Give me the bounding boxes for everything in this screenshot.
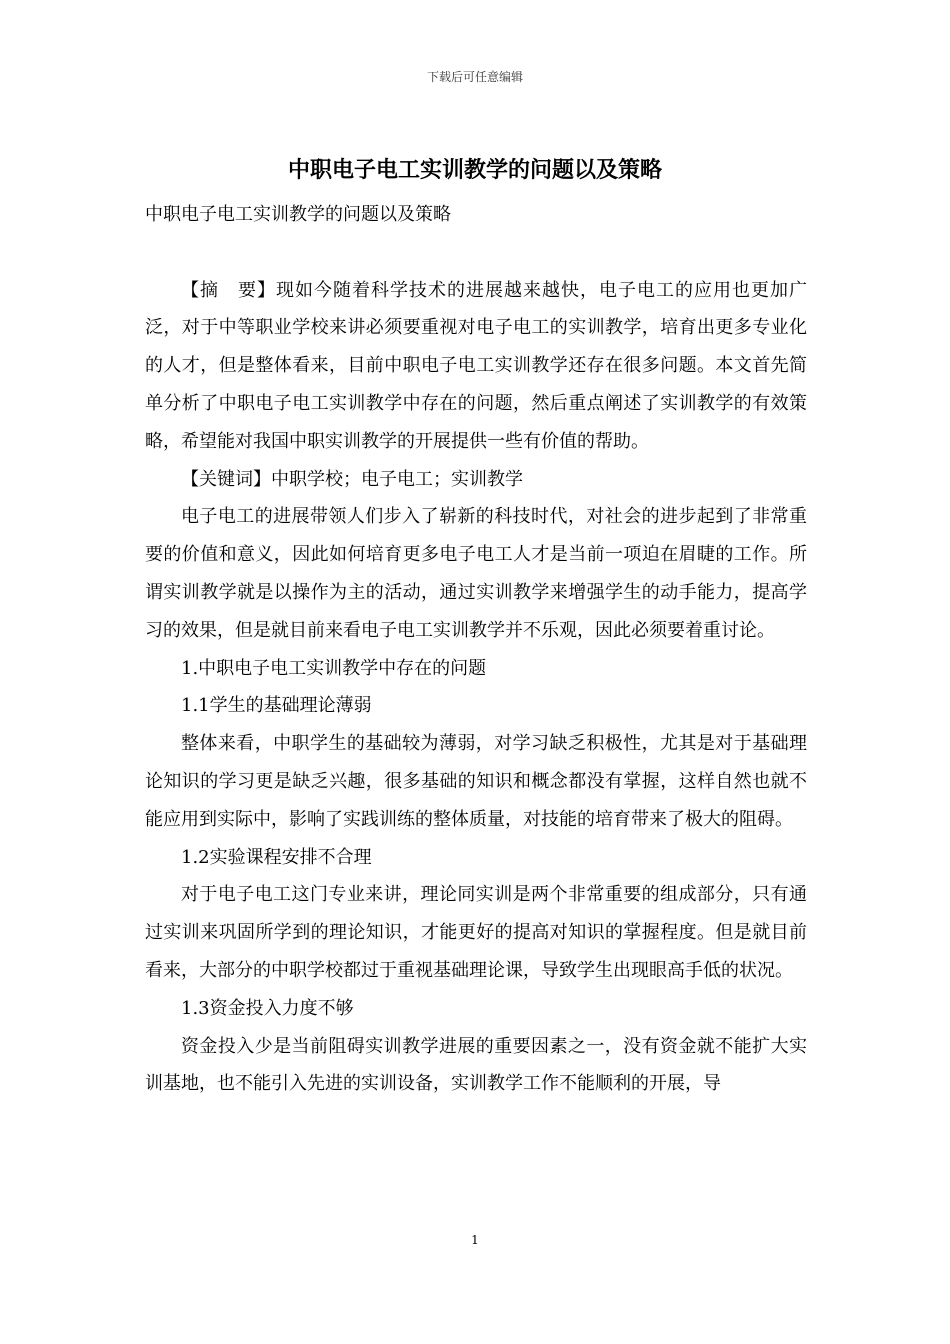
section-1-3-heading: 1.3资金投入力度不够	[181, 997, 354, 1019]
document-title: 中职电子电工实训教学的问题以及策略	[287, 157, 662, 183]
page-number: 1	[471, 1233, 479, 1247]
document-body	[145, 196, 807, 1103]
section-1-3-paragraph: 资金投入少是当前阻碍实训教学进展的重要因素之一，没有资金就不能扩大实训基地，也不能引入先进的实训设备，实训教学工作不能顺利的开展，导	[145, 1035, 807, 1095]
page-header-note: 下载后可任意编辑	[426, 70, 523, 84]
abstract-paragraph: 【摘 要】现如今随着科学技术的进展越来越快，电子电工的应用也更加广泛，对于中等职业学校来讲必须要重视对电子电工的实训教学，培育出更多专业化的人才，但是整体看来，目前中职电子电工实训教学还存在很多问题。本文首先简单分析了中职电子电工实训教学中存在的问题，然后重点阐述了实训教学的有效策略，希望能对我国中职实训教学的开展提供一些有价值的帮助。	[145, 279, 807, 452]
section-1-2-heading: 1.2实验课程安排不合理	[181, 846, 372, 868]
section-1-heading: 1.中职电子电工实训教学中存在的问题	[181, 657, 487, 679]
keywords-paragraph: 【关键词】中职学校；电子电工；实训教学	[181, 468, 523, 490]
section-1-1-paragraph: 整体来看，中职学生的基础较为薄弱，对学习缺乏积极性，尤其是对于基础理论知识的学习更是缺乏兴趣，很多基础的知识和概念都没有掌握，这样自然也就不能应用到实际中，影响了实践训练的整体质量，对技能的培育带来了极大的阻碍。	[145, 733, 807, 830]
section-1-2-paragraph: 对于电子电工这门专业来讲，理论同实训是两个非常重要的组成部分，只有通过实训来巩固所学到的理论知识，才能更好的提高对知识的掌握程度。但是就目前看来，大部分的中职学校都过于重视基础理论课，导致学生出现眼高手低的状况。	[145, 884, 807, 981]
document-subtitle: 中职电子电工实训教学的问题以及策略	[145, 204, 451, 225]
section-1-1-heading: 1.1学生的基础理论薄弱	[181, 695, 372, 717]
intro-paragraph: 电子电工的进展带领人们步入了崭新的科技时代，对社会的进步起到了非常重要的价值和意义，因此如何培育更多电子电工人才是当前一项迫在眉睫的工作。所谓实训教学就是以操作为主的活动，通过实训教学来增强学生的动手能力，提高学习的效果，但是就目前来看电子电工实训教学并不乐观，因此必须要着重讨论。	[145, 506, 807, 641]
